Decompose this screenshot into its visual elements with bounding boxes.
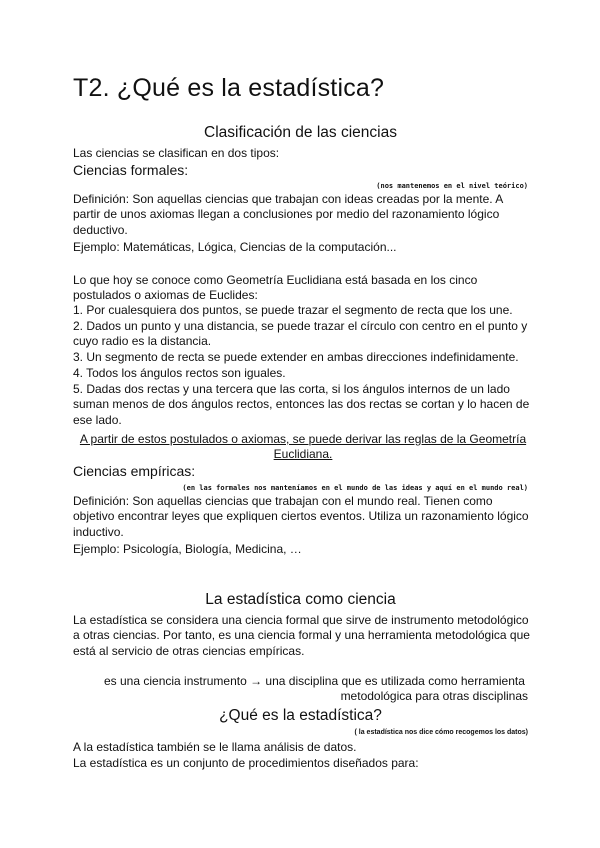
que-es-line1: A la estadística también se le llama análisis de datos.	[73, 740, 357, 754]
geometria-intro: Lo que hoy se conoce como Geometría Euclidiana está basada en los cinco postulados o axiomas de Euclides:	[73, 273, 478, 303]
section-heading-clasificacion: Clasificación de las ciencias	[204, 124, 397, 141]
postulado-2: 2. Dados un punto y una distancia, se puede trazar el círculo con centro en el punto y cuyo radio es la distancia.	[73, 319, 528, 349]
postulado-4: 4. Todos los ángulos rectos son iguales.	[73, 366, 286, 380]
definicion-formales: Definición: Son aquellas ciencias que trabajan con ideas creadas por la mente. A partir de unos axiomas llegan a conclusiones por medio del razonamiento lógico deductivo.	[73, 192, 503, 237]
arrow-statement-line1: es una ciencia instrumento → una disciplina que es utilizada como herramienta	[104, 674, 525, 688]
geometria-conclusion: A partir de estos postulados o axiomas, se puede derivar las reglas de la Geometría Euclidiana.	[79, 432, 527, 462]
margin-note-empiricas: (en las formales nos manteníamos en el mundo de las ideas y aquí en el mundo real)	[182, 484, 528, 492]
arrow-statement-line2: metodológica para otras disciplinas	[340, 689, 528, 703]
ejemplo-formales: Ejemplo: Matemáticas, Lógica, Ciencias de la computación...	[73, 240, 397, 254]
subheading-formales: Ciencias formales:	[73, 162, 189, 178]
subheading-empiricas: Ciencias empíricas:	[73, 463, 196, 479]
postulado-1: 1. Por cualesquiera dos puntos, se puede trazar el segmento de recta que los une.	[73, 303, 513, 317]
estadistica-ciencia-text: La estadística se considera una ciencia formal que sirve de instrumento metodológico a otras ciencias. Por tanto, es una ciencia formal y una herramienta metodológica que está al servicio de otras ciencias empíricas.	[73, 613, 530, 658]
arrow-statement	[104, 674, 528, 704]
section-heading-estadistica-ciencia: La estadística como ciencia	[205, 591, 396, 608]
que-es-line2: La estadística es un conjunto de procedimientos diseñados para:	[73, 756, 419, 770]
definicion-empiricas: Definición: Son aquellas ciencias que trabajan con el mundo real. Tienen como objetivo encontrar leyes que expliquen ciertos eventos. Utiliza un razonamiento lógico inductivo.	[73, 494, 529, 539]
postulado-5: 5. Dadas dos rectas y una tercera que las corta, si los ángulos internos de un lado suman menos de dos ángulos rectos, entonces las dos rectas se cortan y lo hacen de ese lado.	[73, 382, 530, 427]
intro-text: Las ciencias se clasifican en dos tipos:	[73, 146, 280, 160]
ejemplo-empiricas: Ejemplo: Psicología, Biología, Medicina, …	[73, 542, 302, 556]
margin-note-que-es: ( la estadística nos dice cómo recogemos los datos)	[354, 729, 528, 736]
page-title: T2. ¿Qué es la estadística?	[73, 74, 385, 102]
postulado-3: 3. Un segmento de recta se puede extender en ambas direcciones indefinidamente.	[73, 350, 519, 364]
margin-note-formales: (nos mantenemos en el nivel teórico)	[376, 182, 528, 190]
section-heading-que-es: ¿Qué es la estadística?	[219, 707, 382, 724]
